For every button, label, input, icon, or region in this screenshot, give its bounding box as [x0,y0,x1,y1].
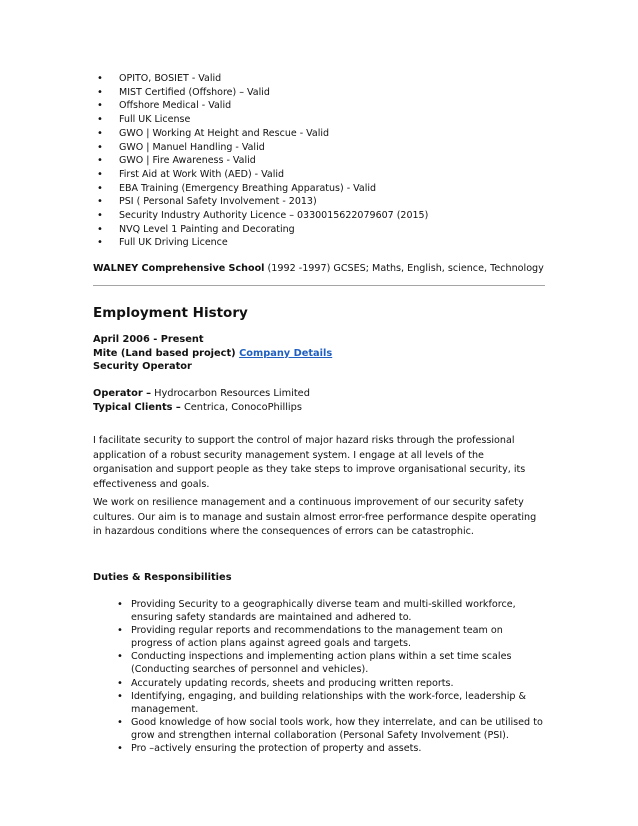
list-item: • PSI ( Personal Safety Involvement - 2013) [93,195,428,209]
spacer [93,374,332,388]
section-divider [93,285,545,286]
list-item: • Accurately updating records, sheets and producing written reports. [93,677,545,690]
list-item: • GWO | Working At Height and Rescue - Valid [93,127,428,141]
list-item: • Providing regular reports and recommendations to the management team on progress of action plans against agreed goals and targets. [93,624,545,650]
duties-list [93,598,545,755]
operator-line [93,387,332,401]
education-line [93,263,544,274]
list-item: • Security Industry Authority Licence – 0330015622079607 (2015) [93,209,428,223]
list-item: • Full UK Driving Licence [93,236,428,250]
list-item: • Pro –actively ensuring the protection of property and assets. [93,742,545,755]
clients-line [93,401,332,415]
list-item: • GWO | Fire Awareness - Valid [93,154,428,168]
clients-label: Typical Clients – [93,401,181,413]
list-item: • Good knowledge of how social tools work, how they interrelate, and can be utilised to grow and strengthen internal collaboration (Personal Safety Involvement (PSI). [93,716,545,742]
company-details-link[interactable]: Company Details [239,347,333,359]
clients-value: Centrica, ConocoPhillips [180,401,302,413]
list-item: • First Aid at Work With (AED) - Valid [93,168,428,182]
job-company-line [93,347,332,361]
list-item: • OPITO, BOSIET - Valid [93,72,428,86]
job-description-paragraph: We work on resilience management and a continuous improvement of our security safety cultures. Our aim is to manage and sustain almost error-free performance despite operating in hazardous conditions where the consequences of errors can be catastrophic. [93,497,537,538]
list-item: • Providing Security to a geographically diverse team and multi-skilled workforce, ensuring safety standards are maintained and adhered to. [93,598,545,624]
school-name: WALNEY Comprehensive School [93,263,265,274]
job-company: Mite (Land based project) [93,347,236,359]
qualifications-list [93,72,428,250]
employment-heading: Employment History [93,305,248,321]
operator-value: Hydrocarbon Resources Limited [150,388,310,400]
list-item: • Conducting inspections and implementing action plans within a set time scales (Conducting searches of personnel and vehicles). [93,650,545,676]
list-item: • MIST Certified (Offshore) – Valid [93,86,428,100]
list-item: • GWO | Manuel Handling - Valid [93,141,428,155]
operator-label: Operator – [93,388,151,400]
job-description-paragraph: I facilitate security to support the control of major hazard risks through the professional application of a robust security management system. I engage at all levels of the organisation and support people as they take steps to improve organisational security, its effectiveness and goals. [93,435,526,490]
job-period: April 2006 - Present [93,334,204,345]
list-item: • Offshore Medical - Valid [93,99,428,113]
list-item: • EBA Training (Emergency Breathing Apparatus) - Valid [93,182,428,196]
list-item: • Full UK License [93,113,428,127]
job-role: Security Operator [93,361,192,373]
list-item: • Identifying, engaging, and building relationships with the work-force, leadership & management. [93,690,545,716]
education-details: (1992 -1997) GCSES; Maths, English, science, Technology [264,263,544,274]
job-summary [93,333,332,415]
list-item: • NVQ Level 1 Painting and Decorating [93,223,428,237]
duties-heading: Duties & Responsibilities [93,572,232,583]
